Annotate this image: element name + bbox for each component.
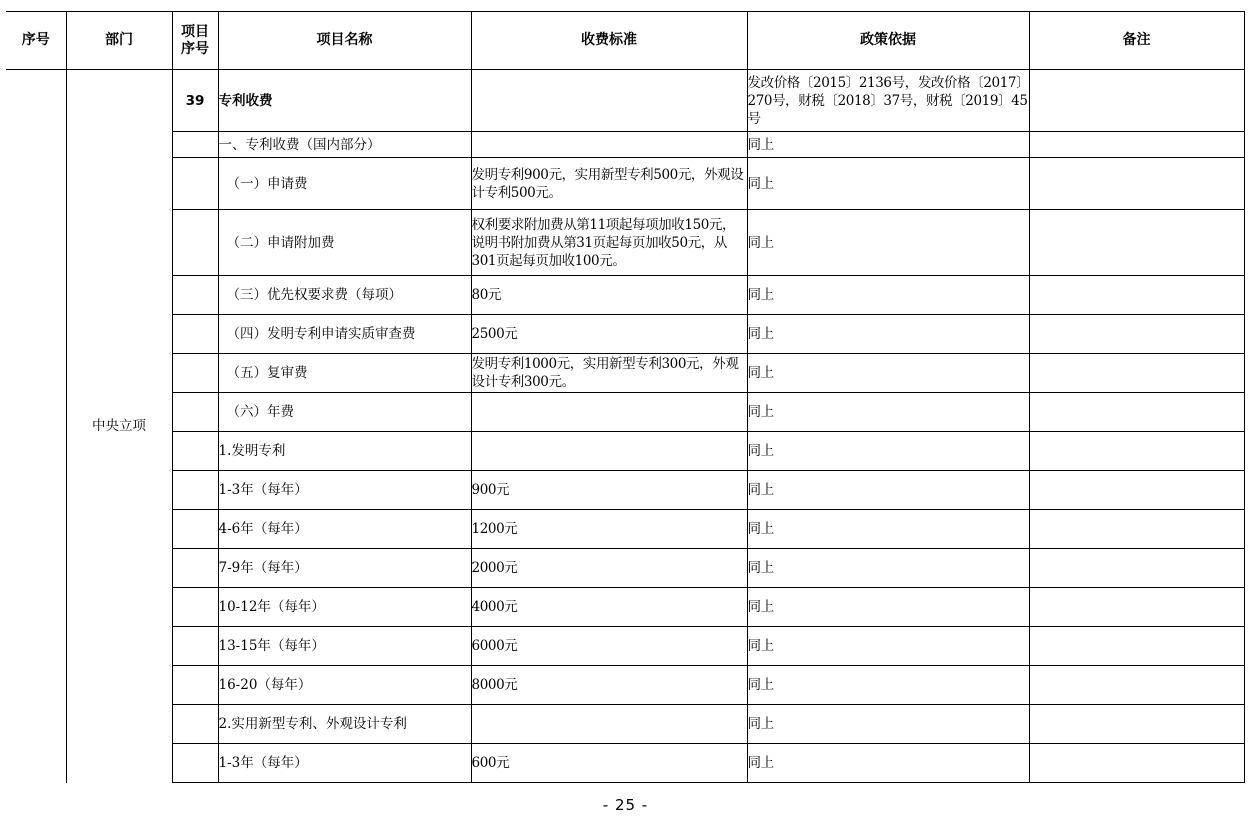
item-no-cell (172, 666, 218, 705)
fee-standard-cell: 权利要求附加费从第11项起每项加收150元，说明书附加费从第31页起每页加收50元，从301页起每页加收100元。 (471, 210, 747, 276)
policy-cell: 同上 (747, 315, 1029, 354)
policy-cell: 同上 (747, 705, 1029, 744)
table-row (6, 354, 1244, 393)
fee-standard-cell: 发明专利900元，实用新型专利500元，外观设计专利500元。 (471, 158, 747, 210)
fee-standard-cell: 1200元 (471, 510, 747, 549)
table-row (6, 471, 1244, 510)
fee-standard-cell (471, 70, 747, 132)
remarks-cell (1029, 510, 1244, 549)
fee-standard-cell: 80元 (471, 276, 747, 315)
header-policy: 政策依据 (747, 12, 1029, 70)
fee-standard-cell: 2500元 (471, 315, 747, 354)
remarks-cell (1029, 132, 1244, 158)
item-name-cell: （一）申请费 (218, 158, 471, 210)
policy-cell: 同上 (747, 744, 1029, 783)
fee-standard-cell (471, 393, 747, 432)
fee-standard-cell: 6000元 (471, 627, 747, 666)
item-name-cell: （二）申请附加费 (218, 210, 471, 276)
table-row (6, 510, 1244, 549)
policy-cell: 同上 (747, 666, 1029, 705)
header-item-no (172, 12, 218, 70)
page-number: - 25 - (602, 796, 649, 814)
item-name-cell: 4-6年（每年） (218, 510, 471, 549)
item-no-cell (172, 705, 218, 744)
dept-cell: 中央立项 (66, 70, 172, 783)
remarks-cell (1029, 354, 1244, 393)
fee-table (6, 11, 1245, 783)
header-dept: 部门 (66, 12, 172, 70)
item-no-cell (172, 210, 218, 276)
remarks-cell (1029, 276, 1244, 315)
table-row (6, 588, 1244, 627)
remarks-cell (1029, 744, 1244, 783)
seq-cell (6, 70, 66, 783)
remarks-cell (1029, 158, 1244, 210)
fee-table-page (6, 11, 1244, 783)
item-no-cell (172, 354, 218, 393)
policy-cell: 同上 (747, 393, 1029, 432)
policy-cell: 发改价格〔2015〕2136号，发改价格〔2017〕270号，财税〔2018〕37号，财税〔2019〕45号 (747, 70, 1029, 132)
table-row (6, 432, 1244, 471)
table-row (6, 315, 1244, 354)
item-no-cell (172, 276, 218, 315)
header-item-no-line1: 项目 (181, 23, 209, 40)
table-row (6, 276, 1244, 315)
policy-cell: 同上 (747, 549, 1029, 588)
policy-cell: 同上 (747, 588, 1029, 627)
fee-standard-cell (471, 432, 747, 471)
fee-standard-cell: 4000元 (471, 588, 747, 627)
table-row (6, 705, 1244, 744)
policy-cell: 同上 (747, 432, 1029, 471)
item-no-cell (172, 315, 218, 354)
item-name-cell: 1-3年（每年） (218, 471, 471, 510)
policy-cell: 同上 (747, 158, 1029, 210)
table-row (6, 210, 1244, 276)
item-no-cell (172, 132, 218, 158)
remarks-cell (1029, 210, 1244, 276)
item-no-cell (172, 158, 218, 210)
item-name-cell: 7-9年（每年） (218, 549, 471, 588)
item-name-cell: 一、专利收费（国内部分） (218, 132, 471, 158)
remarks-cell (1029, 393, 1244, 432)
item-no-cell (172, 471, 218, 510)
policy-cell: 同上 (747, 627, 1029, 666)
fee-standard-cell: 600元 (471, 744, 747, 783)
item-name-cell: 2.实用新型专利、外观设计专利 (218, 705, 471, 744)
remarks-cell (1029, 432, 1244, 471)
item-name-cell: （六）年费 (218, 393, 471, 432)
header-fee-standard: 收费标准 (471, 12, 747, 70)
item-no-cell (172, 744, 218, 783)
fee-standard-cell: 2000元 (471, 549, 747, 588)
table-row (6, 70, 1244, 132)
remarks-cell (1029, 315, 1244, 354)
fee-standard-cell: 8000元 (471, 666, 747, 705)
table-row (6, 132, 1244, 158)
table-row (6, 549, 1244, 588)
item-name-cell: （五）复审费 (218, 354, 471, 393)
header-remarks: 备注 (1029, 12, 1244, 70)
table-row (6, 627, 1244, 666)
table-row (6, 744, 1244, 783)
item-name-cell: 10-12年（每年） (218, 588, 471, 627)
policy-cell: 同上 (747, 471, 1029, 510)
item-name-cell: 1.发明专利 (218, 432, 471, 471)
item-name-cell: （三）优先权要求费（每项） (218, 276, 471, 315)
item-no-cell: 39 (172, 70, 218, 132)
remarks-cell (1029, 549, 1244, 588)
fee-standard-cell: 900元 (471, 471, 747, 510)
remarks-cell (1029, 588, 1244, 627)
header-item-name: 项目名称 (218, 12, 471, 70)
remarks-cell (1029, 666, 1244, 705)
table-row (6, 158, 1244, 210)
item-no-cell (172, 393, 218, 432)
header-item-no-line2: 序号 (181, 40, 209, 57)
policy-cell: 同上 (747, 276, 1029, 315)
item-no-cell (172, 510, 218, 549)
table-header-row (6, 12, 1244, 70)
fee-standard-cell (471, 705, 747, 744)
item-name-cell: 13-15年（每年） (218, 627, 471, 666)
remarks-cell (1029, 627, 1244, 666)
item-name-cell: 专利收费 (218, 70, 471, 132)
remarks-cell (1029, 70, 1244, 132)
item-no-cell (172, 549, 218, 588)
item-no-cell (172, 432, 218, 471)
table-row (6, 666, 1244, 705)
item-name-cell: （四）发明专利申请实质审查费 (218, 315, 471, 354)
header-seq: 序号 (6, 12, 66, 70)
fee-standard-cell (471, 132, 747, 158)
policy-cell: 同上 (747, 354, 1029, 393)
item-no-cell (172, 627, 218, 666)
item-name-cell: 1-3年（每年） (218, 744, 471, 783)
policy-cell: 同上 (747, 210, 1029, 276)
remarks-cell (1029, 471, 1244, 510)
fee-standard-cell: 发明专利1000元，实用新型专利300元，外观设计专利300元。 (471, 354, 747, 393)
item-no-cell (172, 588, 218, 627)
policy-cell: 同上 (747, 132, 1029, 158)
remarks-cell (1029, 705, 1244, 744)
item-name-cell: 16-20（每年） (218, 666, 471, 705)
table-row (6, 393, 1244, 432)
policy-cell: 同上 (747, 510, 1029, 549)
